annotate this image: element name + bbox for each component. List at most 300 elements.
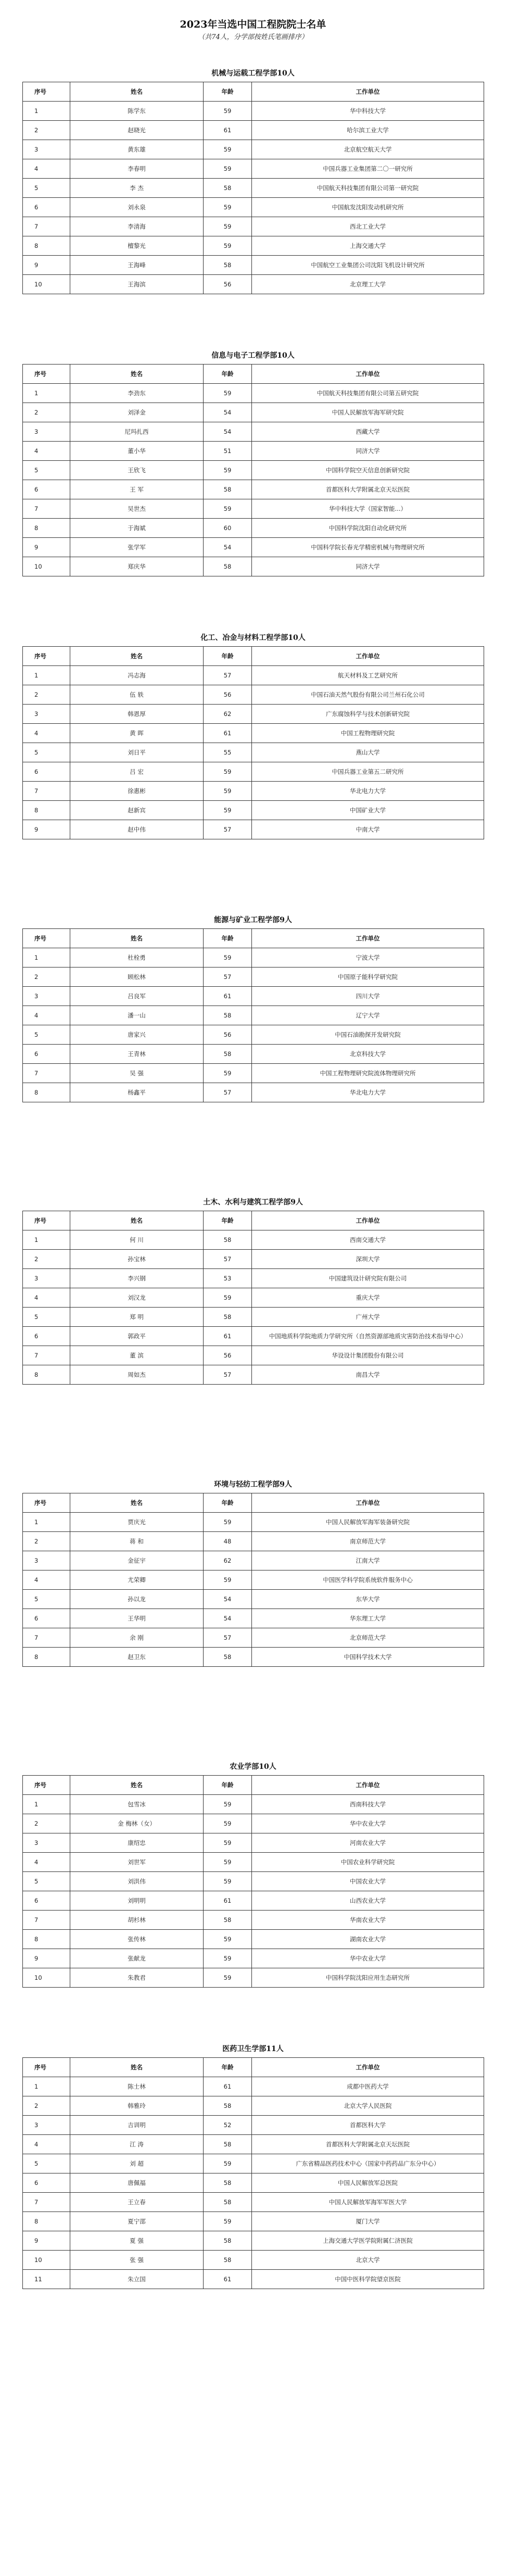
- cell-name: 王华明: [70, 1609, 204, 1628]
- table-header-row: [23, 929, 484, 948]
- member-table: [22, 2057, 484, 2289]
- cell-unit: 广州大学: [252, 1308, 484, 1327]
- cell-unit: 中国农业科学研究院: [252, 1853, 484, 1872]
- cell-index: 8: [23, 1930, 70, 1949]
- cell-unit: 华南农业大学: [252, 1911, 484, 1930]
- table-row: [23, 2096, 484, 2116]
- table-row: [23, 1064, 484, 1083]
- cell-index: 2: [23, 1814, 70, 1833]
- cell-unit: 南昌大学: [252, 1365, 484, 1385]
- header-name: 姓名: [70, 1493, 204, 1513]
- table-row: [23, 2270, 484, 2289]
- cell-name: 胡杉林: [70, 1911, 204, 1930]
- cell-unit: 中国科学院空天信息创新研究院: [252, 461, 484, 480]
- cell-index: 10: [23, 557, 70, 576]
- cell-age: 57: [204, 1250, 252, 1269]
- cell-index: 2: [23, 685, 70, 705]
- cell-age: 61: [204, 2077, 252, 2096]
- cell-age: 59: [204, 102, 252, 121]
- header-index: 序号: [23, 365, 70, 384]
- cell-unit: 广东省精品医药技术中心（国家中药药品广东分中心）: [252, 2154, 484, 2173]
- section-title: 能源与矿业工程学部9人: [214, 916, 292, 924]
- table-row: [23, 743, 484, 762]
- cell-unit: 首都医科大学附属北京天坛医院: [252, 480, 484, 499]
- section-title: 农业学部10人: [230, 1763, 276, 1771]
- cell-index: 2: [23, 1532, 70, 1551]
- cell-name: 金征宇: [70, 1551, 204, 1570]
- table-row: [23, 820, 484, 839]
- cell-index: 3: [23, 140, 70, 159]
- cell-unit: 西南科技大学: [252, 1795, 484, 1814]
- cell-age: 59: [204, 140, 252, 159]
- header-age: 年龄: [204, 365, 252, 384]
- cell-name: 韩雅玲: [70, 2096, 204, 2116]
- cell-index: 8: [23, 1648, 70, 1667]
- cell-index: 2: [23, 121, 70, 140]
- cell-age: 59: [204, 1853, 252, 1872]
- header-name: 姓名: [70, 2058, 204, 2077]
- cell-name: 尤荣卿: [70, 1570, 204, 1590]
- cell-unit: 中国科学院长春光学精密机械与物理研究所: [252, 538, 484, 557]
- cell-unit: 中国医学科学院系统软件服务中心: [252, 1570, 484, 1590]
- cell-name: 周如杰: [70, 1365, 204, 1385]
- cell-index: 3: [23, 1269, 70, 1288]
- cell-index: 6: [23, 1327, 70, 1346]
- cell-age: 58: [204, 1308, 252, 1327]
- cell-name: 刘汉龙: [70, 1288, 204, 1308]
- cell-name: 金 梅林（女）: [70, 1814, 204, 1833]
- cell-name: 赵晓光: [70, 121, 204, 140]
- table-row: [23, 140, 484, 159]
- cell-age: 59: [204, 782, 252, 801]
- member-table: [22, 928, 484, 1102]
- cell-name: 顾松林: [70, 967, 204, 987]
- cell-unit: 湖南农业大学: [252, 1930, 484, 1949]
- cell-age: 58: [204, 1045, 252, 1064]
- cell-unit: 华设设计集团股份有限公司: [252, 1346, 484, 1365]
- cell-index: 4: [23, 159, 70, 179]
- cell-name: 刘日平: [70, 743, 204, 762]
- section-title: 土木、水利与建筑工程学部9人: [203, 1198, 303, 1207]
- cell-unit: 四川大学: [252, 987, 484, 1006]
- cell-index: 1: [23, 384, 70, 403]
- cell-name: 黄东雄: [70, 140, 204, 159]
- cell-age: 59: [204, 2212, 252, 2231]
- cell-index: 2: [23, 403, 70, 422]
- cell-age: 57: [204, 666, 252, 685]
- cell-index: 6: [23, 762, 70, 782]
- cell-name: 吉训明: [70, 2116, 204, 2135]
- table-header-row: [23, 1776, 484, 1795]
- cell-name: 檀黎光: [70, 236, 204, 256]
- table-row: [23, 403, 484, 422]
- cell-name: 夏 强: [70, 2231, 204, 2251]
- cell-unit: 江南大学: [252, 1551, 484, 1570]
- cell-name: 吕 宏: [70, 762, 204, 782]
- cell-age: 58: [204, 1006, 252, 1025]
- cell-index: 9: [23, 820, 70, 839]
- table-row: [23, 1513, 484, 1532]
- table-row: [23, 198, 484, 217]
- cell-age: 58: [204, 2251, 252, 2270]
- cell-age: 58: [204, 256, 252, 275]
- cell-name: 赵中伟: [70, 820, 204, 839]
- cell-index: 4: [23, 442, 70, 461]
- table-header-row: [23, 2058, 484, 2077]
- table-row: [23, 159, 484, 179]
- cell-name: 于海斌: [70, 519, 204, 538]
- table-row: [23, 1230, 484, 1250]
- cell-name: 吕良军: [70, 987, 204, 1006]
- cell-unit: 中国建筑设计研究院有限公司: [252, 1269, 484, 1288]
- table-row: [23, 384, 484, 403]
- cell-unit: 中国航空工业集团公司沈阳飞机设计研究所: [252, 256, 484, 275]
- cell-name: 伍 轶: [70, 685, 204, 705]
- cell-unit: 中国兵器工业集团第二〇一研究所: [252, 159, 484, 179]
- cell-unit: 北京航空航天大学: [252, 140, 484, 159]
- page-subtitle: （共74人，分学部按姓氏笔画排序）: [198, 33, 308, 41]
- cell-age: 58: [204, 2096, 252, 2116]
- cell-name: 张 强: [70, 2251, 204, 2270]
- cell-unit: 首都医科大学附属北京天坛医院: [252, 2135, 484, 2154]
- cell-index: 6: [23, 480, 70, 499]
- section-3: [0, 615, 506, 898]
- cell-age: 58: [204, 1230, 252, 1250]
- cell-age: 56: [204, 685, 252, 705]
- section-title: 医药卫生学部11人: [222, 2045, 284, 2053]
- cell-index: 5: [23, 179, 70, 198]
- cell-name: 刘泽金: [70, 403, 204, 422]
- cell-unit: 北京大学: [252, 2251, 484, 2270]
- cell-age: 59: [204, 801, 252, 820]
- table-row: [23, 1532, 484, 1551]
- member-table: [22, 1211, 484, 1385]
- cell-index: 11: [23, 2270, 70, 2289]
- cell-index: 4: [23, 1570, 70, 1590]
- cell-age: 58: [204, 2135, 252, 2154]
- cell-name: 张献龙: [70, 1949, 204, 1968]
- table-row: [23, 1327, 484, 1346]
- header-index: 序号: [23, 1211, 70, 1230]
- cell-index: 4: [23, 1006, 70, 1025]
- table-row: [23, 2231, 484, 2251]
- cell-unit: 上海交通大学医学院附属仁济医院: [252, 2231, 484, 2251]
- cell-unit: 燕山大学: [252, 743, 484, 762]
- cell-index: 3: [23, 1551, 70, 1570]
- cell-unit: 山西农业大学: [252, 1891, 484, 1911]
- cell-name: 韩恩厚: [70, 705, 204, 724]
- cell-age: 57: [204, 820, 252, 839]
- table-row: [23, 1288, 484, 1308]
- header-age: 年龄: [204, 647, 252, 666]
- table-row: [23, 801, 484, 820]
- header-index: 序号: [23, 1493, 70, 1513]
- cell-unit: 中国石油勘探开发研究院: [252, 1025, 484, 1045]
- table-row: [23, 102, 484, 121]
- cell-index: 7: [23, 1346, 70, 1365]
- cell-age: 61: [204, 121, 252, 140]
- cell-unit: 同济大学: [252, 442, 484, 461]
- table-row: [23, 1308, 484, 1327]
- table-row: [23, 948, 484, 967]
- cell-age: 58: [204, 1911, 252, 1930]
- cell-unit: 中国地质科学院地质力学研究所（自然资源部地质灾害防治技术指导中心）: [252, 1327, 484, 1346]
- cell-index: 3: [23, 1833, 70, 1853]
- cell-age: 56: [204, 275, 252, 294]
- cell-name: 贾庆光: [70, 1513, 204, 1532]
- cell-unit: 中国兵器工业第五二研究所: [252, 762, 484, 782]
- cell-index: 6: [23, 1891, 70, 1911]
- cell-age: 59: [204, 1930, 252, 1949]
- table-row: [23, 1814, 484, 1833]
- cell-unit: 厦门大学: [252, 2212, 484, 2231]
- cell-unit: 东华大学: [252, 1590, 484, 1609]
- table-row: [23, 685, 484, 705]
- cell-index: 8: [23, 801, 70, 820]
- sections-container: [0, 51, 506, 2329]
- cell-name: 李劲东: [70, 384, 204, 403]
- cell-name: 李兴钢: [70, 1269, 204, 1288]
- cell-name: 孙以龙: [70, 1590, 204, 1609]
- cell-age: 57: [204, 1628, 252, 1648]
- table-row: [23, 1628, 484, 1648]
- cell-index: 3: [23, 987, 70, 1006]
- header-age: 年龄: [204, 1493, 252, 1513]
- cell-age: 60: [204, 519, 252, 538]
- cell-name: 赵新宾: [70, 801, 204, 820]
- cell-unit: 航天材料及工艺研究所: [252, 666, 484, 685]
- header-age: 年龄: [204, 1211, 252, 1230]
- cell-age: 61: [204, 987, 252, 1006]
- cell-index: 2: [23, 2096, 70, 2116]
- cell-age: 61: [204, 2270, 252, 2289]
- cell-unit: 中国石油天然气股份有限公司兰州石化公司: [252, 685, 484, 705]
- cell-name: 李清海: [70, 217, 204, 236]
- header-name: 姓名: [70, 82, 204, 102]
- header-age: 年龄: [204, 82, 252, 102]
- cell-age: 59: [204, 1513, 252, 1532]
- cell-unit: 华中科技大学: [252, 102, 484, 121]
- table-row: [23, 557, 484, 576]
- cell-age: 54: [204, 422, 252, 442]
- header-unit: 工作单位: [252, 1776, 484, 1795]
- header-name: 姓名: [70, 929, 204, 948]
- table-row: [23, 1590, 484, 1609]
- cell-age: 61: [204, 724, 252, 743]
- cell-age: 59: [204, 1872, 252, 1891]
- table-row: [23, 724, 484, 743]
- table-row: [23, 1269, 484, 1288]
- cell-unit: 中国科学院沈阳应用生态研究所: [252, 1968, 484, 1988]
- cell-unit: 华北电力大学: [252, 782, 484, 801]
- table-row: [23, 1006, 484, 1025]
- table-row: [23, 1795, 484, 1814]
- cell-age: 57: [204, 1083, 252, 1102]
- table-row: [23, 538, 484, 557]
- table-row: [23, 1083, 484, 1102]
- cell-index: 9: [23, 1949, 70, 1968]
- cell-name: 余 刚: [70, 1628, 204, 1648]
- cell-name: 陈士林: [70, 2077, 204, 2096]
- table-row: [23, 461, 484, 480]
- cell-unit: 中国科学技术大学: [252, 1648, 484, 1667]
- section-6: [0, 1462, 506, 1744]
- cell-index: 10: [23, 275, 70, 294]
- cell-name: 李春明: [70, 159, 204, 179]
- table-row: [23, 499, 484, 519]
- cell-unit: 成都中医药大学: [252, 2077, 484, 2096]
- cell-unit: 中国人民解放军海军研究院: [252, 403, 484, 422]
- cell-index: 8: [23, 1365, 70, 1385]
- member-table: [22, 82, 484, 294]
- cell-name: 刘洪伟: [70, 1872, 204, 1891]
- cell-name: 康绍忠: [70, 1833, 204, 1853]
- cell-age: 52: [204, 2116, 252, 2135]
- header-unit: 工作单位: [252, 365, 484, 384]
- cell-name: 黄 晖: [70, 724, 204, 743]
- cell-index: 7: [23, 1064, 70, 1083]
- cell-unit: 南京师范大学: [252, 1532, 484, 1551]
- table-row: [23, 442, 484, 461]
- cell-index: 7: [23, 1911, 70, 1930]
- cell-age: 62: [204, 705, 252, 724]
- cell-name: 赵卫东: [70, 1648, 204, 1667]
- cell-age: 59: [204, 198, 252, 217]
- cell-index: 3: [23, 422, 70, 442]
- table-row: [23, 1911, 484, 1930]
- header-unit: 工作单位: [252, 2058, 484, 2077]
- cell-unit: 深圳大学: [252, 1250, 484, 1269]
- member-table: [22, 1493, 484, 1667]
- table-row: [23, 1949, 484, 1968]
- cell-name: 王青林: [70, 1045, 204, 1064]
- cell-name: 王海峰: [70, 256, 204, 275]
- header-name: 姓名: [70, 1776, 204, 1795]
- header-index: 序号: [23, 82, 70, 102]
- cell-name: 张学军: [70, 538, 204, 557]
- cell-name: 包雪冰: [70, 1795, 204, 1814]
- table-row: [23, 422, 484, 442]
- table-row: [23, 2193, 484, 2212]
- cell-unit: 广东腐蚀科学与技术创新研究院: [252, 705, 484, 724]
- cell-index: 6: [23, 2173, 70, 2193]
- cell-index: 7: [23, 217, 70, 236]
- cell-unit: 中国原子能科学研究院: [252, 967, 484, 987]
- section-title: 信息与电子工程学部10人: [211, 351, 295, 360]
- cell-index: 9: [23, 2231, 70, 2251]
- cell-age: 48: [204, 1532, 252, 1551]
- cell-name: 郑庆华: [70, 557, 204, 576]
- cell-unit: 华中农业大学: [252, 1814, 484, 1833]
- table-row: [23, 2077, 484, 2096]
- header-index: 序号: [23, 647, 70, 666]
- table-row: [23, 762, 484, 782]
- table-row: [23, 236, 484, 256]
- cell-unit: 重庆大学: [252, 1288, 484, 1308]
- page-title: 2023年当选中国工程院院士名单: [180, 19, 326, 30]
- table-row: [23, 1346, 484, 1365]
- cell-name: 江 涛: [70, 2135, 204, 2154]
- section-5: [0, 1180, 506, 1462]
- table-header-row: [23, 1493, 484, 1513]
- header-age: 年龄: [204, 1776, 252, 1795]
- cell-name: 唐家兴: [70, 1025, 204, 1045]
- cell-name: 冯志海: [70, 666, 204, 685]
- cell-name: 唐佩福: [70, 2173, 204, 2193]
- header-unit: 工作单位: [252, 647, 484, 666]
- cell-name: 王立春: [70, 2193, 204, 2212]
- cell-index: 3: [23, 2116, 70, 2135]
- cell-index: 10: [23, 2251, 70, 2270]
- table-row: [23, 1250, 484, 1269]
- section-title: 机械与运载工程学部10人: [211, 69, 295, 78]
- table-row: [23, 217, 484, 236]
- cell-age: 58: [204, 179, 252, 198]
- table-header-row: [23, 365, 484, 384]
- table-row: [23, 1833, 484, 1853]
- cell-name: 董 滨: [70, 1346, 204, 1365]
- cell-unit: 中国中医科学院望京医院: [252, 2270, 484, 2289]
- table-row: [23, 2251, 484, 2270]
- cell-index: 4: [23, 1288, 70, 1308]
- header-name: 姓名: [70, 365, 204, 384]
- cell-name: 杜栓勇: [70, 948, 204, 967]
- cell-age: 55: [204, 743, 252, 762]
- cell-name: 李 杰: [70, 179, 204, 198]
- cell-index: 4: [23, 2135, 70, 2154]
- cell-unit: 中国人民解放军海军装备研究院: [252, 1513, 484, 1532]
- cell-age: 59: [204, 1288, 252, 1308]
- cell-index: 2: [23, 1250, 70, 1269]
- cell-age: 54: [204, 1590, 252, 1609]
- cell-name: 董小华: [70, 442, 204, 461]
- cell-index: 1: [23, 1795, 70, 1814]
- cell-name: 夏宁邵: [70, 2212, 204, 2231]
- table-row: [23, 1853, 484, 1872]
- section-2: [0, 333, 506, 615]
- cell-unit: 华中科技大学（国家智能...）: [252, 499, 484, 519]
- header-unit: 工作单位: [252, 929, 484, 948]
- cell-index: 5: [23, 1308, 70, 1327]
- cell-age: 59: [204, 1949, 252, 1968]
- section-8: [0, 2027, 506, 2329]
- table-row: [23, 1609, 484, 1628]
- table-header-row: [23, 82, 484, 102]
- cell-unit: 中国科学院沈阳自动化研究所: [252, 519, 484, 538]
- cell-age: 59: [204, 159, 252, 179]
- cell-age: 59: [204, 948, 252, 967]
- cell-age: 62: [204, 1551, 252, 1570]
- cell-index: 6: [23, 198, 70, 217]
- section-4: [0, 898, 506, 1180]
- cell-unit: 西北工业大学: [252, 217, 484, 236]
- header-unit: 工作单位: [252, 1211, 484, 1230]
- table-row: [23, 987, 484, 1006]
- cell-name: 刘明明: [70, 1891, 204, 1911]
- cell-name: 潘一山: [70, 1006, 204, 1025]
- cell-age: 58: [204, 2231, 252, 2251]
- cell-age: 58: [204, 480, 252, 499]
- cell-index: 1: [23, 102, 70, 121]
- table-row: [23, 1025, 484, 1045]
- cell-index: 1: [23, 948, 70, 967]
- cell-index: 6: [23, 1609, 70, 1628]
- cell-name: 张传林: [70, 1930, 204, 1949]
- cell-name: 郭政平: [70, 1327, 204, 1346]
- section-1: [0, 51, 506, 333]
- table-row: [23, 1648, 484, 1667]
- cell-index: 4: [23, 1853, 70, 1872]
